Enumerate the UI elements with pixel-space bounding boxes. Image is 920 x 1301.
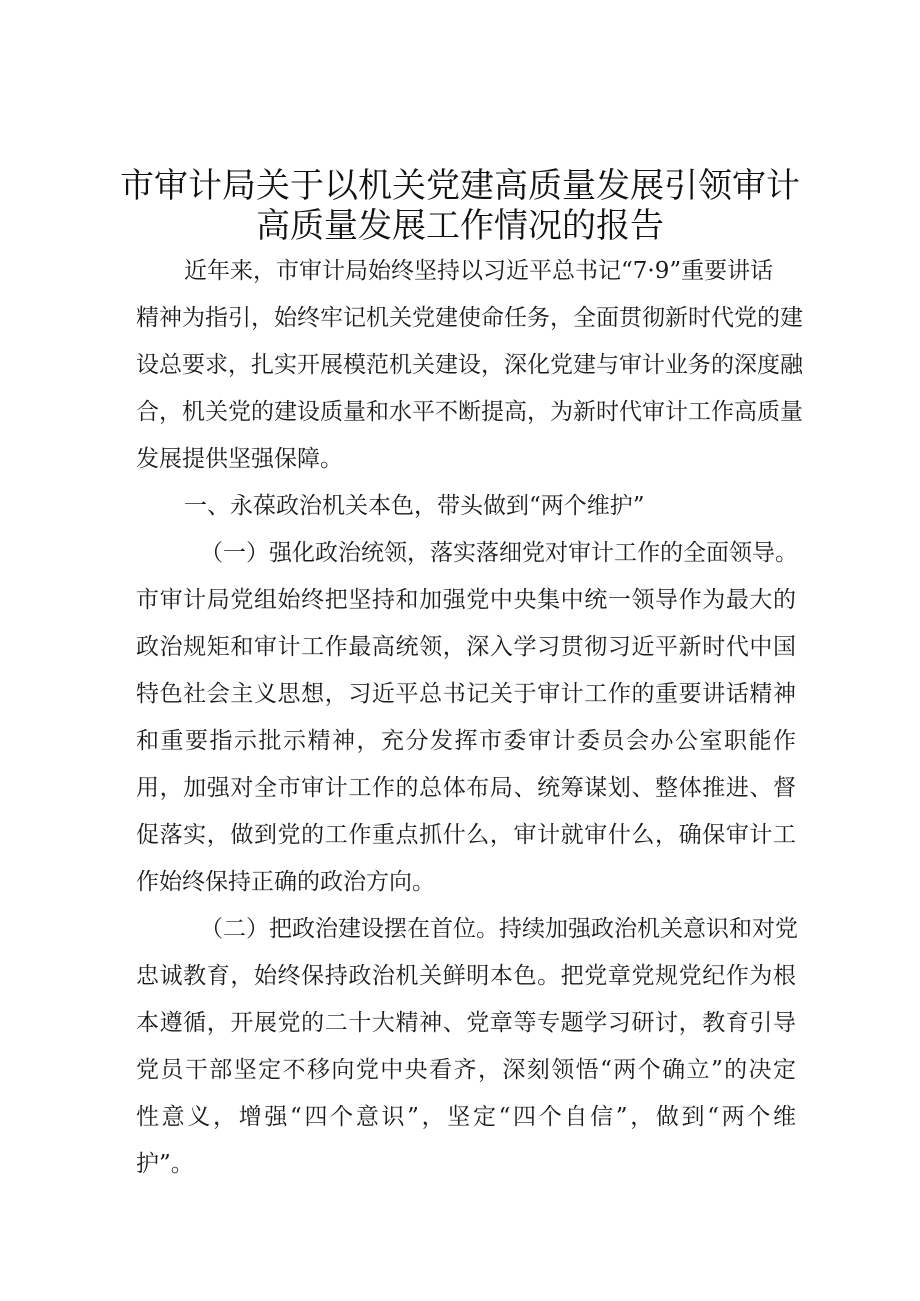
item-1-line: 特色社会主义思想，习近平总书记关于审计工作的重要讲话精神 bbox=[136, 681, 796, 707]
item-2-line: 党员干部坚定不移向党中央看齐，深刻领悟“两个确立”的决定 bbox=[136, 1057, 796, 1083]
item-2-line: （二）把政治建设摆在首位。持续加强政治机关意识和对党 bbox=[200, 916, 798, 942]
item-1-line: （一）强化政治统领，落实落细党对审计工作的全面领导。 bbox=[200, 540, 798, 566]
intro-line: 合，机关党的建设质量和水平不断提高，为新时代审计工作高质量 bbox=[136, 399, 803, 425]
item-1-line: 市审计局党组始终把坚持和加强党中央集中统一领导作为最大的 bbox=[136, 587, 796, 613]
item-2-line: 忠诚教育，始终保持政治机关鲜明本色。把党章党规党纪作为根 bbox=[136, 963, 796, 989]
item-1-line: 促落实，做到党的工作重点抓什么，审计就审什么，确保审计工 bbox=[136, 822, 796, 848]
intro-line: 近年来，市审计局始终坚持以习近平总书记“7·9”重要讲话 bbox=[184, 258, 774, 284]
item-2-line: 护”。 bbox=[136, 1151, 194, 1177]
intro-line: 设总要求，扎实开展模范机关建设，深化党建与审计业务的深度融 bbox=[136, 352, 803, 378]
intro-line: 精神为指引，始终牢记机关党建使命任务，全面贯彻新时代党的建 bbox=[136, 305, 803, 331]
intro-line: 发展提供坚强保障。 bbox=[136, 446, 343, 472]
section-heading: 一、永葆政治机关本色，带头做到“两个维护” bbox=[184, 493, 645, 519]
item-1-line: 政治规矩和审计工作最高统领，深入学习贯彻习近平新时代中国 bbox=[136, 634, 796, 660]
item-2-line: 本遵循，开展党的二十大精神、党章等专题学习研讨，教育引导 bbox=[136, 1010, 796, 1036]
item-1-line: 用，加强对全市审计工作的总体布局、统筹谋划、整体推进、督 bbox=[136, 775, 796, 801]
item-1-line: 和重要指示批示精神，充分发挥市委审计委员会办公室职能作 bbox=[136, 728, 796, 754]
item-2-line: 性意义，增强“四个意识”，坚定“四个自信”，做到“两个维 bbox=[136, 1104, 796, 1130]
item-1-line: 作始终保持正确的政治方向。 bbox=[136, 869, 435, 895]
document-title-line-1: 市审计局关于以机关党建高质量发展引领审计 bbox=[120, 166, 800, 206]
document-title-line-2: 高质量发展工作情况的报告 bbox=[256, 206, 664, 246]
